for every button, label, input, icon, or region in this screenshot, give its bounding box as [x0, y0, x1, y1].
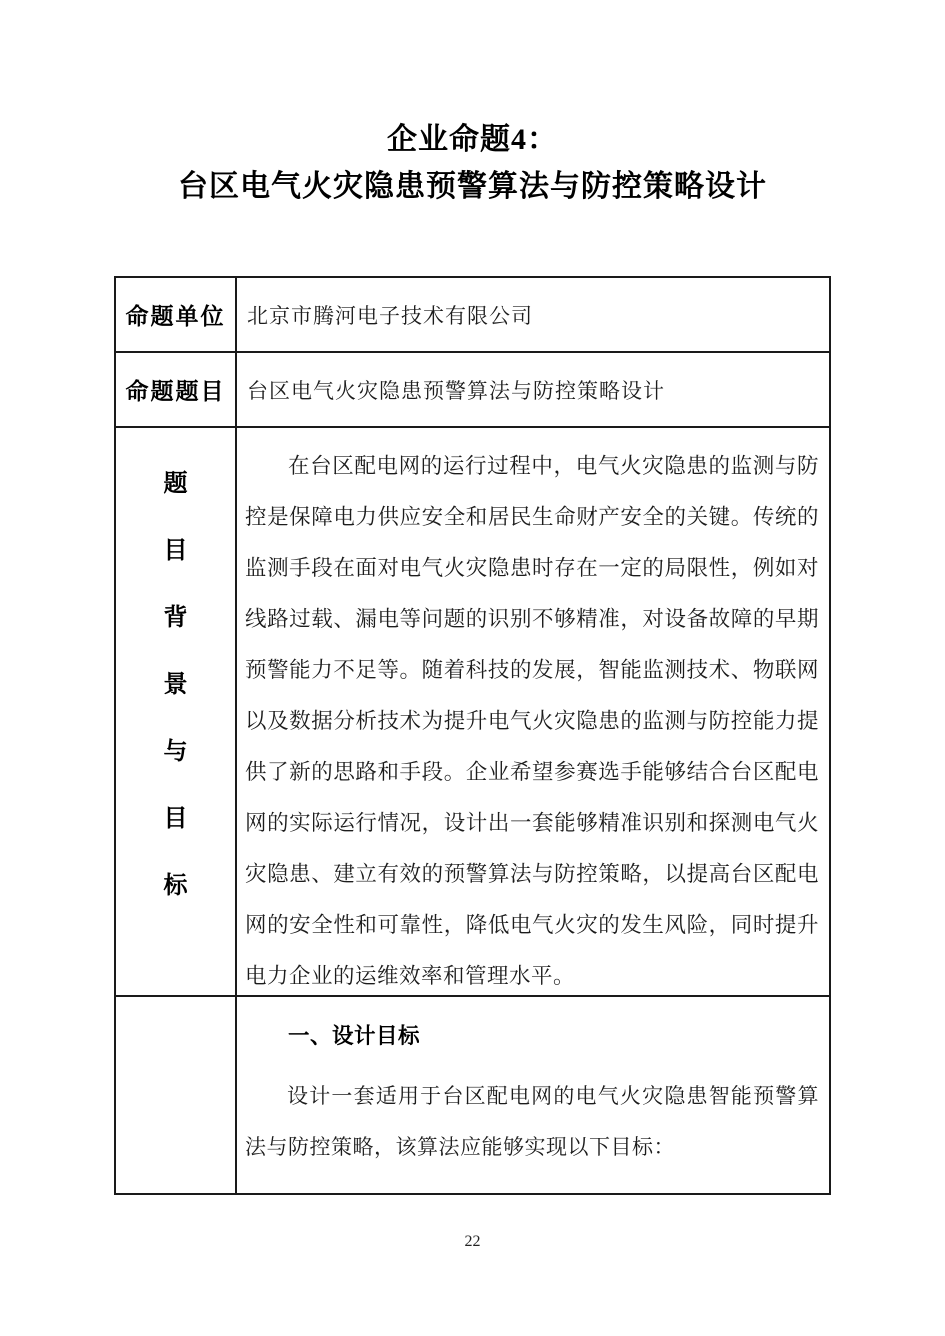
vertical-label-char: 与 [163, 739, 188, 765]
document-title [0, 116, 945, 210]
table-value-background-and-goals [237, 428, 829, 997]
document-title-line-2: 台区电气火灾隐患预警算法与防控策略设计 [178, 170, 767, 203]
table-label-empty [116, 997, 237, 1193]
table-value-proposition-title: 台区电气火灾隐患预警算法与防控策略设计 [237, 353, 829, 428]
table-value-design-goals [237, 997, 829, 1193]
vertical-label-char: 背 [163, 605, 188, 631]
vertical-label-char: 标 [163, 873, 188, 899]
vertical-label-char: 景 [163, 672, 188, 698]
document-title-line-1: 企业命题4： [387, 123, 558, 156]
table-label-background-and-goals [116, 428, 237, 997]
vertical-label-char: 目 [163, 806, 188, 832]
vertical-label-char: 目 [163, 538, 188, 564]
vertical-label-char: 题 [163, 471, 188, 497]
proposition-info-table [114, 276, 831, 1195]
design-goals-heading: 一、设计目标 [288, 1024, 421, 1048]
background-paragraph: 在台区配电网的运行过程中，电气火灾隐患的监测与防控是保障电力供应安全和居民生命财产安全的关键。传统的监测手段在面对电气火灾隐患时存在一定的局限性，例如对线路过载、漏电等问题的识别不够精准，对设备故障的早期预警能力不足等。随着科技的发展，智能监测技术、物联网以及数据分析技术为提升电气火灾隐患的监测与防控能力提供了新的思路和手段。企业希望参赛选手能够结合台区配电网的实际运行情况，设计出一套能够精准识别和探测电气火灾隐患、建立有效的预警算法与防控策略，以提高台区配电网的安全性和可靠性，降低电气火灾的发生风险，同时提升电力企业的运维效率和管理水平。 [245, 454, 819, 988]
page-number: 22 [464, 1233, 481, 1250]
table-label-proposing-unit: 命题单位 [116, 278, 237, 353]
table-value-proposing-unit: 北京市腾河电子技术有限公司 [237, 278, 829, 353]
design-goals-paragraph: 设计一套适用于台区配电网的电气火灾隐患智能预警算法与防控策略，该算法应能够实现以下目标： [245, 1084, 819, 1159]
table-label-proposition-title: 命题题目 [116, 353, 237, 428]
